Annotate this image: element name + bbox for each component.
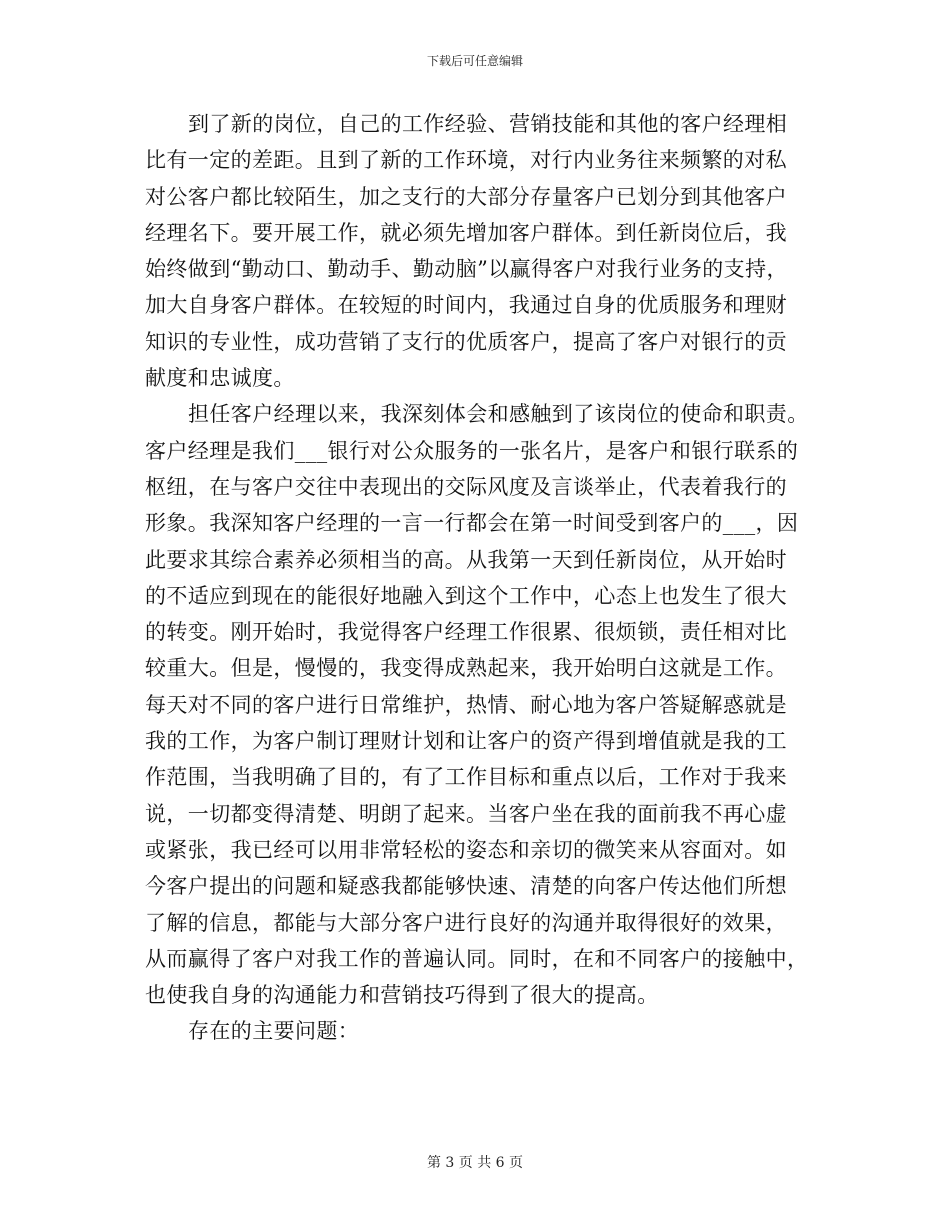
text-line: 对公客户都比较陌生，加之支行的大部分存量客户已划分到其他客户 bbox=[145, 184, 787, 209]
text-line: 客户经理是我们___银行对公众服务的一张名片，是客户和银行联系的 bbox=[145, 438, 799, 463]
text-line: 了解的信息，都能与大部分客户进行良好的沟通并取得很好的效果， bbox=[145, 910, 787, 935]
document-body bbox=[145, 106, 815, 1050]
text-line: 加大自身客户群体。在较短的时间内，我通过自身的优质服务和理财 bbox=[145, 293, 787, 318]
paragraph-3 bbox=[145, 1013, 815, 1049]
section-heading: 存在的主要问题： bbox=[188, 1019, 360, 1044]
text-line: 献度和忠诚度。 bbox=[145, 366, 295, 391]
text-line: 枢纽，在与客户交往中表现出的交际风度及言谈举止，代表着我行的 bbox=[145, 474, 787, 499]
paragraph-1 bbox=[145, 106, 815, 396]
text-line: 的转变。刚开始时，我觉得客户经理工作很累、很烦锁，责任相对比 bbox=[145, 620, 787, 645]
text-line: 始终做到“勤动口、勤动手、勤动脑”以赢得客户对我行业务的支持， bbox=[145, 257, 788, 282]
text-line: 每天对不同的客户进行日常维护，热情、耐心地为客户答疑解惑就是 bbox=[145, 692, 787, 717]
text-line: 知识的专业性，成功营销了支行的优质客户，提高了客户对银行的贡 bbox=[145, 329, 787, 354]
paragraph-2 bbox=[145, 396, 815, 1013]
text-line: 担任客户经理以来，我深刻体会和感触到了该岗位的使命和职责。 bbox=[188, 402, 809, 427]
text-line: 的不适应到现在的能很好地融入到这个工作中，心态上也发生了很大 bbox=[145, 583, 787, 608]
text-line: 也使我自身的沟通能力和营销技巧得到了很大的提高。 bbox=[145, 983, 659, 1008]
text-line: 或紧张，我已经可以用非常轻松的姿态和亲切的微笑来从容面对。如 bbox=[145, 837, 787, 862]
text-line: 经理名下。要开展工作，就必须先增加客户群体。到任新岗位后，我 bbox=[145, 220, 787, 245]
text-line: 作范围，当我明确了目的，有了工作目标和重点以后，工作对于我来 bbox=[145, 765, 787, 790]
text-line: 此要求其综合素养必须相当的高。从我第一天到任新岗位，从开始时 bbox=[145, 547, 787, 572]
text-line: 比有一定的差距。且到了新的工作环境，对行内业务往来频繁的对私 bbox=[145, 148, 787, 173]
page-number-footer: 第 3 页 共 6 页 bbox=[426, 1155, 524, 1171]
text-line: 今客户提出的问题和疑惑我都能够快速、清楚的向客户传达他们所想 bbox=[145, 874, 787, 899]
page-header: 下载后可任意编辑 bbox=[426, 54, 523, 68]
text-line: 形象。我深知客户经理的一言一行都会在第一时间受到客户的___，因 bbox=[145, 511, 799, 536]
text-line: 说，一切都变得清楚、明朗了起来。当客户坐在我的面前我不再心虚 bbox=[145, 801, 787, 826]
text-line: 到了新的岗位，自己的工作经验、营销技能和其他的客户经理相 bbox=[188, 112, 788, 136]
text-line: 我的工作，为客户制订理财计划和让客户的资产得到增值就是我的工 bbox=[145, 729, 787, 754]
text-line: 从而赢得了客户对我工作的普遍认同。同时，在和不同客户的接触中， bbox=[145, 946, 809, 971]
text-line: 较重大。但是，慢慢的，我变得成熟起来，我开始明白这就是工作。 bbox=[145, 656, 787, 681]
